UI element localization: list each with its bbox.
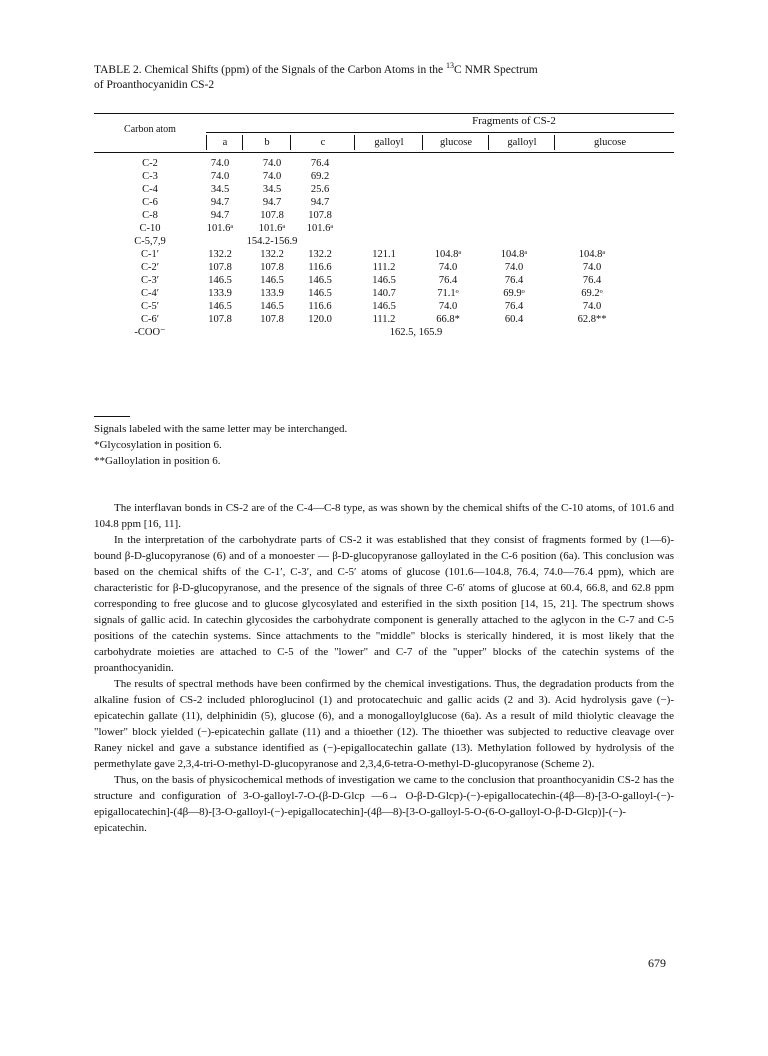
table-cell: 74.0	[210, 158, 230, 169]
row-label: C-6	[142, 197, 158, 208]
row-label: C-5′	[140, 301, 160, 312]
paragraph: In the interpretation of the carbohydrate parts of CS-2 it was established that they consist of fragments formed by (1—6)-bound β-D-glucopyranose (6) and of a monoester — β-D-glucopyranose galloylated in the C-6 position (6a). This conclusion was based on the chemical shifts of the C-1′, C-3′, and C-5′ atoms of glucose (101.6—104.8, 76.4, 74.0—76.4 ppm), which are characteristic for β-D-glucopyranose, and the presence of the signals of three C-6′ atoms of glucose at 60.4, 66.8, and 62.8 ppm corresponding to free glucose and to glucose glycosylated and esterified in the sixth position [14, 15, 21]. The spectrum shows signals of gallic acid. In catechin glycosides the carbohydrate component is generally attached to the aglycon in the C-7 and C-5 positions of the catechin systems. Since attachments to the "middle" blocks is sterically hindered, it is most likely that the carbohydrate moieties are attached to C-5 of the "lower" and C-7 of the "upper" blocks of the catechin systems of the proanthocyanidin.	[94, 534, 674, 674]
row-label: C-2′	[140, 262, 160, 273]
caption-text: TABLE 2. Chemical Shifts (ppm) of the Signals of the Carbon Atoms in the	[94, 63, 447, 76]
table-cell: 74.0	[504, 262, 524, 273]
row-label: C-6′	[140, 314, 160, 325]
note: **Galloylation in position 6.	[94, 455, 221, 467]
table-row	[94, 222, 674, 235]
fragments-header: Fragments of CS-2	[472, 115, 556, 127]
table-cell: 107.8	[308, 210, 332, 221]
table-cell: 146.5	[308, 275, 332, 286]
table-cell: 101.6ᵃ	[306, 223, 334, 234]
note: Signals labeled with the same letter may be interchanged.	[94, 423, 348, 435]
table-header-rule	[206, 132, 674, 133]
table-cell: 107.8	[208, 262, 232, 273]
table-row	[94, 248, 674, 261]
body-text	[94, 500, 674, 836]
row-label: -COO⁻	[134, 327, 166, 338]
table-row	[94, 300, 674, 313]
table-cell: 66.8*	[436, 314, 460, 325]
table-cell: 146.5	[260, 275, 284, 286]
table-cell: 140.7	[372, 288, 396, 299]
carbon-atom-header: Carbon atom	[124, 124, 176, 135]
table-row	[94, 287, 674, 300]
table-cell: 132.2	[308, 249, 332, 260]
row-label: C-10	[139, 223, 161, 234]
table-cell: 107.8	[260, 262, 284, 273]
table-caption	[94, 58, 694, 93]
table-cell: 74.0	[210, 171, 230, 182]
table-cell: 34.5	[262, 184, 282, 195]
table-cell: 74.0	[438, 262, 458, 273]
table-cell: 74.0	[262, 158, 282, 169]
table-notes	[94, 416, 347, 469]
table-cell: 107.8	[208, 314, 232, 325]
table-cell: 146.5	[372, 275, 396, 286]
table-row	[94, 209, 674, 222]
row-label: C-8	[142, 210, 158, 221]
table-cell: 154.2-156.9	[246, 236, 298, 247]
table-cell: 76.4	[310, 158, 330, 169]
table-cell: 107.8	[260, 314, 284, 325]
table-cell: 111.2	[372, 314, 396, 325]
table-cell: 162.5, 165.9	[389, 327, 443, 338]
table-cell: 74.0	[262, 171, 282, 182]
table-cell: 146.5	[260, 301, 284, 312]
table-row	[94, 274, 674, 287]
caption-line2: of Proanthocyanidin CS-2	[94, 78, 215, 91]
table-cell: 132.2	[208, 249, 232, 260]
column-header-galloyl: galloyl	[488, 135, 555, 150]
table-row	[94, 170, 674, 183]
table-cell: 74.0	[582, 301, 602, 312]
notes-rule	[94, 416, 130, 417]
table-cell: 101.6ᵃ	[206, 223, 234, 234]
table-cell: 94.7	[210, 197, 230, 208]
table-cell: 132.2	[260, 249, 284, 260]
table-cell: 76.4	[438, 275, 458, 286]
table-cell: 104.8ᵃ	[434, 249, 462, 260]
table-cell: 133.9	[260, 288, 284, 299]
caption-superscript: 13	[446, 61, 455, 70]
column-header-galloyl: galloyl	[354, 135, 423, 150]
table-cell: 101.6ᵃ	[258, 223, 286, 234]
table-cell: 94.7	[310, 197, 330, 208]
table-cell: 69.2ᵒ	[581, 288, 603, 299]
table-cell: 94.7	[262, 197, 282, 208]
table-cell: 111.2	[372, 262, 396, 273]
table-cell: 107.8	[260, 210, 284, 221]
table-cell: 146.5	[208, 301, 232, 312]
table-cell: 69.2	[310, 171, 330, 182]
table-row	[94, 235, 674, 248]
column-header-glucose: glucose	[554, 135, 665, 150]
row-label: C-4	[142, 184, 158, 195]
table-cell: 62.8**	[577, 314, 607, 325]
table-top-rule	[94, 113, 674, 114]
table-cell: 121.1	[372, 249, 396, 260]
table-cell: 104.8ᵃ	[578, 249, 606, 260]
row-label: C-1′	[140, 249, 160, 260]
paragraph: Thus, on the basis of physicochemical methods of investigation we came to the conclusion that proanthocyanidin CS-2 has the structure and configuration of 3-O-galloyl-7-O-(β-D-Glcp —6→ O-β-D-Glcp)-(−)-epigallocatechin-(4β—8)-[3-O-galloyl-(−)-epigallocatechin]-(4β—8)-[3-O-galloyl-(−)-epigallocatechin]-(4β—8)-[3-O-galloyl-5-O-(6-O-galloyl-O-β-D-Glcp)]-(−)-epicatechin.	[94, 774, 674, 834]
table-cell: 76.4	[504, 301, 524, 312]
table-cell: 104.8ᵃ	[500, 249, 528, 260]
page-number: 679	[648, 956, 666, 970]
table-cell: 146.5	[372, 301, 396, 312]
table-cell: 25.6	[310, 184, 330, 195]
table-row	[94, 326, 674, 339]
caption-text-end: C NMR Spectrum	[454, 63, 538, 76]
table-row	[94, 261, 674, 274]
table-cell: 76.4	[582, 275, 602, 286]
table-cell: 146.5	[308, 288, 332, 299]
column-header-b: b	[242, 135, 291, 150]
table-row	[94, 313, 674, 326]
table-row	[94, 157, 674, 170]
note: *Glycosylation in position 6.	[94, 439, 222, 451]
table-cell: 116.6	[308, 301, 332, 312]
row-label: C-2	[142, 158, 158, 169]
column-header-c: c	[290, 135, 355, 150]
table-cell: 71.1ᵒ	[437, 288, 459, 299]
paragraph: The results of spectral methods have been confirmed by the chemical investigations. Thus, the degradation products from the alkaline fusion of CS-2 included phloroglucinol (1) and protocatechuic and gallic acids (2 and 3). Acid hydrolysis gave (−)-epicatechin gallate (11), delphinidin (5), glucose (6), and a monogalloylglucose (6a). As a result of mild thiolytic cleavage the "lower" block yielded (−)-epicatechin gallate (11) and a thioether (12). The thioether was subjected to reductive cleavage over Raney nickel and gave a substance identified as (−)-epigallocatechin gallate (13). Methylation followed by hydrolysis of the permethylate gave 2,3,4-tri-O-methyl-D-glucopyranose and 2,3,4,6-tetra-O-methyl-D-glucopyranose (Scheme 2).	[94, 678, 674, 770]
table-cell: 74.0	[438, 301, 458, 312]
table-row	[94, 196, 674, 209]
table-cell: 146.5	[208, 275, 232, 286]
table-cell: 60.4	[504, 314, 524, 325]
table-cell: 69.9ᵒ	[503, 288, 525, 299]
table-cell: 133.9	[208, 288, 232, 299]
paragraph: The interflavan bonds in CS-2 are of the C-4—C-8 type, as was shown by the chemical shifts of the C-10 atoms, of 101.6 and 104.8 ppm [16, 11].	[94, 502, 674, 530]
row-label: C-3	[142, 171, 158, 182]
row-label: C-5,7,9	[134, 236, 166, 247]
row-label: C-4′	[140, 288, 160, 299]
table-cell: 120.0	[308, 314, 332, 325]
table-row	[94, 183, 674, 196]
column-header-a: a	[206, 135, 243, 150]
row-label: C-3′	[140, 275, 160, 286]
table-cell: 76.4	[504, 275, 524, 286]
table-header-bottom-rule	[94, 152, 674, 153]
table-cell: 94.7	[210, 210, 230, 221]
table-cell: 116.6	[308, 262, 332, 273]
column-header-glucose: glucose	[422, 135, 489, 150]
table-cell: 34.5	[210, 184, 230, 195]
table-cell: 74.0	[582, 262, 602, 273]
